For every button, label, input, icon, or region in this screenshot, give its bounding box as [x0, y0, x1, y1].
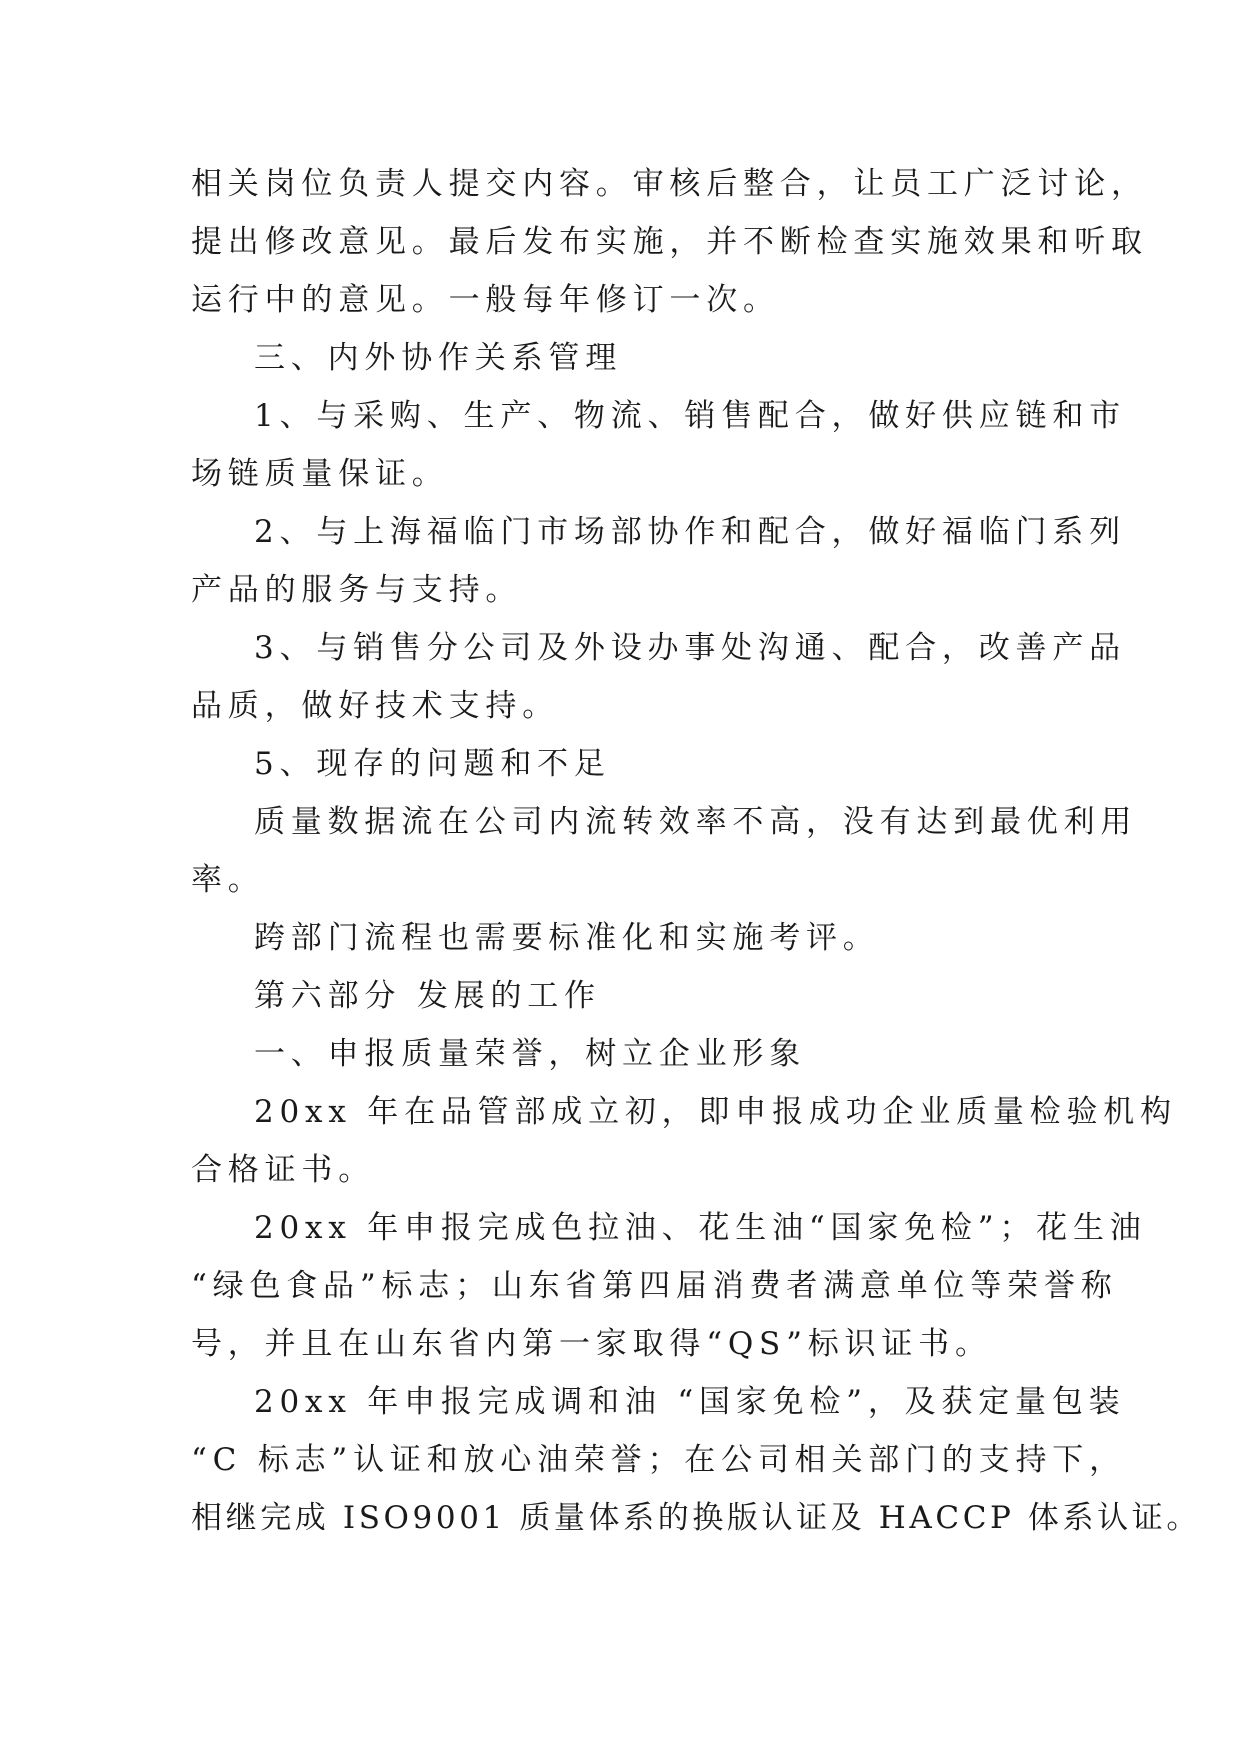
text-line-2: 提出修改意见。最后发布实施，并不断检查实施效果和听取 — [191, 224, 1148, 260]
part-heading-6: 第六部分 发展的工作 — [254, 978, 601, 1014]
text-line-issue-2: 跨部门流程也需要标准化和实施考评。 — [254, 920, 880, 956]
text-line-honor-1: 20xx 年在品管部成立初，即申报成功企业质量检验机构 — [254, 1094, 1177, 1130]
text-line-honor-1-cont: 合格证书。 — [191, 1152, 375, 1188]
section-heading-5: 5、现存的问题和不足 — [254, 746, 611, 782]
text-line-honor-2-cont: “绿色食品”标志；山东省第四届消费者满意单位等荣誉称 — [191, 1268, 1118, 1304]
text-line-honor-2: 20xx 年申报完成色拉油、花生油“国家免检”；花生油 — [254, 1210, 1147, 1246]
text-line-issue-1-cont: 率。 — [191, 862, 265, 898]
text-line-item-2-cont: 产品的服务与支持。 — [191, 572, 523, 608]
text-line-honor-3: 20xx 年申报完成调和油 “国家免检”，及获定量包装 — [254, 1384, 1126, 1420]
text-line-item-1-cont: 场链质量保证。 — [191, 456, 449, 492]
text-line-honor-3-cont: “C 标志”认证和放心油荣誉；在公司相关部门的支持下， — [191, 1442, 1126, 1478]
text-line-1: 相关岗位负责人提交内容。审核后整合，让员工广泛讨论， — [191, 166, 1148, 202]
text-line-item-3-cont: 品质，做好技术支持。 — [191, 688, 559, 724]
text-line-issue-1: 质量数据流在公司内流转效率不高，没有达到最优利用 — [254, 804, 1138, 840]
text-line-3: 运行中的意见。一般每年修订一次。 — [191, 282, 780, 318]
text-line-item-1: 1、与采购、生产、物流、销售配合，做好供应链和市 — [254, 398, 1126, 434]
section-heading-3: 三、内外协作关系管理 — [254, 340, 622, 376]
subsection-heading-1: 一、申报质量荣誉，树立企业形象 — [254, 1036, 806, 1072]
text-line-honor-2-end: 号，并且在山东省内第一家取得“QS”标识证书。 — [191, 1326, 992, 1362]
text-line-item-2: 2、与上海福临门市场部协作和配合，做好福临门系列 — [254, 514, 1126, 550]
text-line-item-3: 3、与销售分公司及外设办事处沟通、配合，改善产品 — [254, 630, 1126, 666]
text-line-honor-3-end: 相继完成 ISO9001 质量体系的换版认证及 HACCP 体系认证。 — [191, 1500, 1201, 1536]
